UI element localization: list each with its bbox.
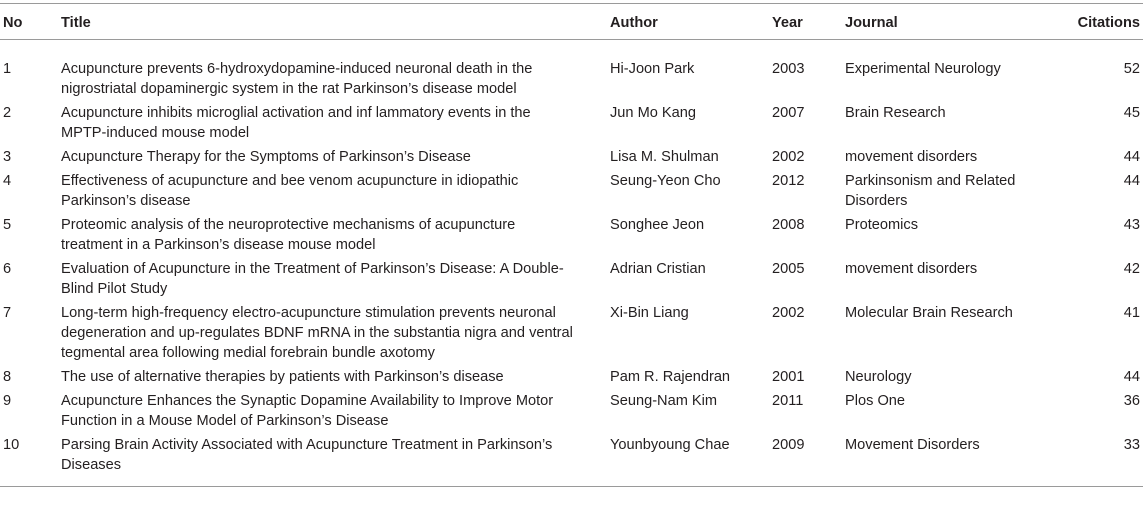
cell-title: Effectiveness of acupuncture and bee venom acupuncture in idiopathic Parkinson’s disease <box>61 173 519 209</box>
cell-journal: Molecular Brain Research <box>845 305 1013 321</box>
table-row <box>0 215 1143 259</box>
cell-journal: movement disorders <box>845 261 978 277</box>
cell-citations: 52 <box>1123 61 1140 77</box>
cell-author: Songhee Jeon <box>610 217 705 233</box>
cell-journal: Proteomics <box>845 217 918 233</box>
cell-journal: Movement Disorders <box>845 437 980 453</box>
header-no: No <box>3 15 23 31</box>
cell-author: Jun Mo Kang <box>610 105 696 121</box>
cell-title: Long-term high-frequency electro-acupuncture stimulation prevents neuronal degeneration and up-regulates BDNF mRNA in the substantia nigra and ventral tegmental area following medial forebrain bundle axotomy <box>61 305 573 361</box>
cell-author: Xi-Bin Liang <box>610 305 689 321</box>
header-citations: Citations <box>1077 15 1140 31</box>
cell-no: 1 <box>3 61 12 77</box>
cell-no: 9 <box>3 393 12 409</box>
header-author: Author <box>610 15 658 31</box>
cell-title: Parsing Brain Activity Associated with Acupuncture Treatment in Parkinson’s Diseases <box>61 437 553 473</box>
cell-year: 2007 <box>772 105 805 121</box>
cell-year: 2002 <box>772 305 805 321</box>
cell-journal: Parkinsonism and Related Disorders <box>845 173 1016 209</box>
cell-title: Proteomic analysis of the neuroprotective mechanisms of acupuncture treatment in a Parkinson’s disease mouse model <box>61 217 516 253</box>
cell-year: 2012 <box>772 173 805 189</box>
cell-title: Acupuncture prevents 6-hydroxydopamine-induced neuronal death in the nigrostriatal dopaminergic system in the rat Parkinson’s disease model <box>61 61 533 97</box>
cell-title: Acupuncture Enhances the Synaptic Dopamine Availability to Improve Motor Function in a Mouse Model of Parkinson’s Disease <box>61 393 554 429</box>
header-title: Title <box>61 15 91 31</box>
cell-year: 2009 <box>772 437 805 453</box>
cell-no: 3 <box>3 149 12 165</box>
table-row <box>0 103 1143 147</box>
cell-citations: 41 <box>1123 305 1140 321</box>
cell-author: Pam R. Rajendran <box>610 369 731 385</box>
cell-year: 2008 <box>772 217 805 233</box>
references-table <box>0 3 1143 487</box>
cell-author: Younbyoung Chae <box>610 437 730 453</box>
cell-year: 2005 <box>772 261 805 277</box>
cell-title: Acupuncture Therapy for the Symptoms of Parkinson’s Disease <box>61 149 471 165</box>
table-row <box>0 435 1143 487</box>
cell-year: 2011 <box>772 393 804 409</box>
cell-no: 6 <box>3 261 12 277</box>
cell-title: Evaluation of Acupuncture in the Treatment of Parkinson’s Disease: A Double-Blind Pilot Study <box>61 261 564 297</box>
table-row <box>0 147 1143 171</box>
cell-no: 7 <box>3 305 12 321</box>
table-body <box>0 40 1143 487</box>
cell-year: 2003 <box>772 61 805 77</box>
header-journal: Journal <box>845 15 898 31</box>
cell-author: Lisa M. Shulman <box>610 149 719 165</box>
cell-title: The use of alternative therapies by patients with Parkinson’s disease <box>61 369 504 385</box>
cell-citations: 45 <box>1123 105 1140 121</box>
table-row <box>0 171 1143 215</box>
cell-year: 2002 <box>772 149 805 165</box>
table-header <box>0 4 1143 40</box>
header-year: Year <box>772 15 803 31</box>
cell-journal: Neurology <box>845 369 912 385</box>
cell-journal: Experimental Neurology <box>845 61 1001 77</box>
cell-no: 10 <box>3 437 20 453</box>
table-row <box>0 303 1143 367</box>
cell-author: Seung-Yeon Cho <box>610 173 721 189</box>
cell-citations: 44 <box>1123 173 1140 189</box>
table-row <box>0 367 1143 391</box>
cell-no: 5 <box>3 217 12 233</box>
cell-year: 2001 <box>772 369 805 385</box>
cell-author: Seung-Nam Kim <box>610 393 718 409</box>
cell-citations: 43 <box>1123 217 1140 233</box>
cell-citations: 42 <box>1123 261 1140 277</box>
cell-author: Hi-Joon Park <box>610 61 695 77</box>
cell-title: Acupuncture inhibits microglial activation and inf lammatory events in the MPTP-induced mouse model <box>61 105 531 141</box>
cell-journal: Plos One <box>845 393 906 409</box>
table-row <box>0 259 1143 303</box>
cell-no: 4 <box>3 173 12 189</box>
cell-journal: Brain Research <box>845 105 946 121</box>
cell-citations: 44 <box>1123 149 1140 165</box>
cell-citations: 33 <box>1123 437 1140 453</box>
cell-citations: 36 <box>1123 393 1140 409</box>
cell-citations: 44 <box>1123 369 1140 385</box>
table-row <box>0 391 1143 435</box>
cell-no: 2 <box>3 105 12 121</box>
cell-journal: movement disorders <box>845 149 978 165</box>
cell-author: Adrian Cristian <box>610 261 706 277</box>
header-row <box>0 4 1143 40</box>
cell-no: 8 <box>3 369 12 385</box>
table-row <box>0 40 1143 104</box>
